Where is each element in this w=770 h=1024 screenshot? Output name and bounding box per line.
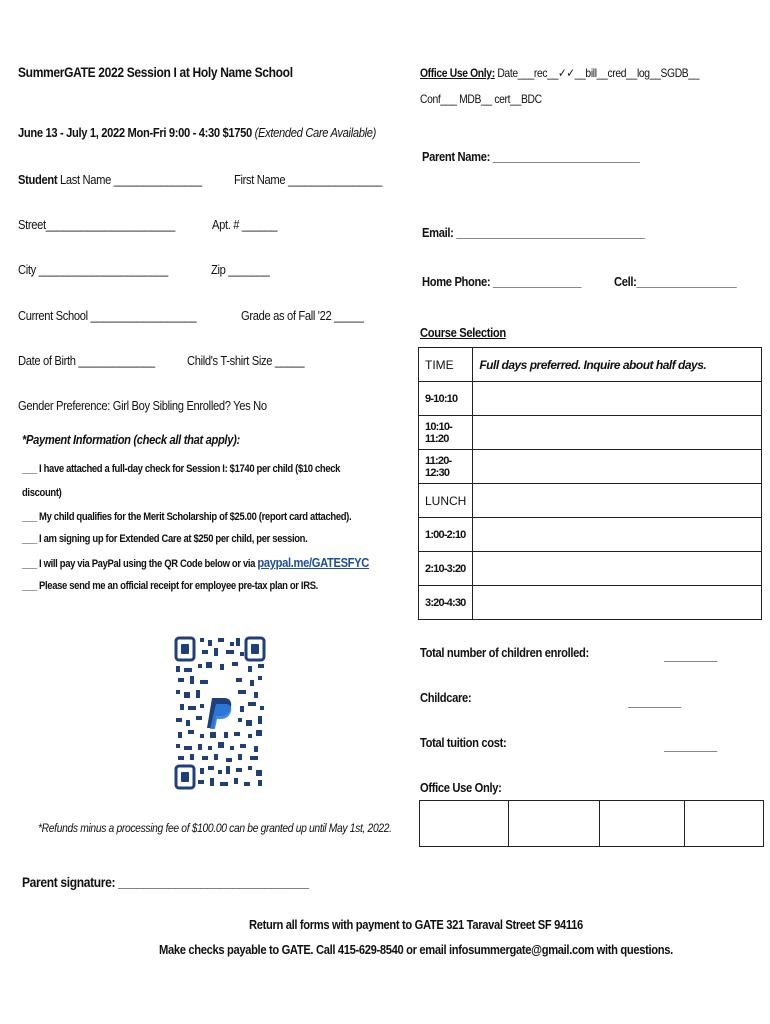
course-cell[interactable] xyxy=(473,382,762,416)
office-use-line-2: Conf___ MDB__ cert__BDC xyxy=(420,92,542,106)
table-row[interactable] xyxy=(419,586,762,620)
email-field[interactable]: Email: ________________________________ xyxy=(422,225,645,240)
time-slot: 2:10-3:20 xyxy=(419,552,473,586)
payment-option-paypal[interactable] xyxy=(22,555,369,570)
time-slot: 9-10:10 xyxy=(419,382,473,416)
table-row[interactable] xyxy=(419,416,762,450)
course-selection-table xyxy=(418,347,762,620)
total-children-field[interactable]: _________ xyxy=(664,648,717,663)
paypal-qr-code-icon xyxy=(174,636,266,790)
student-label: Student xyxy=(18,172,58,187)
table-row[interactable] xyxy=(419,382,762,416)
street-field[interactable]: Street______________________ xyxy=(18,217,175,232)
office-use-bottom-label: Office Use Only: xyxy=(420,780,502,795)
time-header: TIME xyxy=(419,348,473,382)
parent-name-field[interactable]: Parent Name: _________________________ xyxy=(422,149,640,164)
office-use-label: Office Use Only: xyxy=(420,66,495,80)
student-first-name-field[interactable]: First Name ________________ xyxy=(234,172,382,187)
payment-option-scholarship[interactable]: ___ My child qualifies for the Merit Scholarship of $25.00 (report card attached). xyxy=(22,511,352,523)
course-cell[interactable] xyxy=(473,552,762,586)
tshirt-size-field[interactable]: Child's T-shirt Size _____ xyxy=(187,353,305,368)
course-cell[interactable] xyxy=(473,416,762,450)
paypal-text: ___ I will pay via PayPal using the QR Code below or via xyxy=(22,558,258,570)
apt-field[interactable]: Apt. # ______ xyxy=(212,217,278,232)
table-row xyxy=(420,801,764,847)
page-title: SummerGATE 2022 Session I at Holy Name School xyxy=(18,64,293,80)
table-row xyxy=(419,348,762,382)
zip-field[interactable]: Zip _______ xyxy=(211,262,270,277)
grade-field[interactable]: Grade as of Fall '22 _____ xyxy=(241,308,364,323)
childcare-label: Childcare: xyxy=(420,690,472,705)
time-slot: 3:20-4:30 xyxy=(419,586,473,620)
paypal-link[interactable]: paypal.me/GATESFYC xyxy=(257,555,370,570)
table-row[interactable] xyxy=(419,518,762,552)
last-name-label: Last Name _______________ xyxy=(57,172,202,187)
payment-option-receipt[interactable]: ___ Please send me an official receipt for employee pre-tax plan or IRS. xyxy=(22,580,318,592)
student-last-name-field[interactable] xyxy=(18,172,202,187)
contact-info: Make checks payable to GATE. Call 415-629-8540 or email infosummergate@gmail.com with questions. xyxy=(159,942,673,957)
payment-option-check[interactable]: ___ I have attached a full-day check for Session I: $1740 per child ($10 check xyxy=(22,463,341,475)
session-dates-note: (Extended Care Available) xyxy=(251,125,376,140)
session-dates-main: June 13 - July 1, 2022 Mon-Fri 9:00 - 4:30 $1750 xyxy=(18,125,252,140)
office-cell xyxy=(600,801,685,847)
gender-sibling-field[interactable]: Gender Preference: Girl Boy Sibling Enrolled? Yes No xyxy=(18,398,267,413)
parent-signature-field[interactable]: Parent signature: ______________________________ xyxy=(22,874,309,890)
return-address: Return all forms with payment to GATE 321 Taraval Street SF 94116 xyxy=(249,917,583,932)
course-selection-heading: Course Selection xyxy=(420,325,506,340)
cell-phone-field[interactable]: Cell:_________________ xyxy=(614,274,737,289)
office-use-table xyxy=(419,800,764,847)
session-dates xyxy=(18,125,376,140)
childcare-field[interactable]: _________ xyxy=(628,694,681,709)
table-row xyxy=(419,484,762,518)
dob-field[interactable]: Date of Birth _____________ xyxy=(18,353,155,368)
total-children-label: Total number of children enrolled: xyxy=(420,645,589,660)
time-slot: 11:20-12:30 xyxy=(419,450,473,484)
total-tuition-field[interactable]: _________ xyxy=(664,738,717,753)
course-cell[interactable] xyxy=(473,518,762,552)
home-phone-field[interactable]: Home Phone: _______________ xyxy=(422,274,582,289)
total-tuition-label: Total tuition cost: xyxy=(420,735,507,750)
office-cell xyxy=(509,801,600,847)
city-field[interactable]: City ______________________ xyxy=(18,262,168,277)
office-cell xyxy=(685,801,764,847)
current-school-field[interactable]: Current School __________________ xyxy=(18,308,197,323)
course-cell[interactable] xyxy=(473,586,762,620)
payment-heading: *Payment Information (check all that apply): xyxy=(22,432,240,447)
time-slot: 10:10-11:20 xyxy=(419,416,473,450)
course-cell[interactable] xyxy=(473,450,762,484)
payment-option-extended-care[interactable]: ___ I am signing up for Extended Care at $250 per child, per session. xyxy=(22,533,308,545)
office-cell xyxy=(420,801,509,847)
table-row[interactable] xyxy=(419,450,762,484)
time-slot: 1:00-2:10 xyxy=(419,518,473,552)
refund-note: *Refunds minus a processing fee of $100.00 can be granted up until May 1st, 2022. xyxy=(38,821,392,835)
table-row[interactable] xyxy=(419,552,762,586)
office-use-line-1 xyxy=(420,66,699,80)
lunch-slot: LUNCH xyxy=(419,484,473,518)
office-use-codes: Date___rec__✓✓__bill__cred__log__SGDB__ xyxy=(494,66,700,80)
days-header: Full days preferred. Inquire about half days. xyxy=(473,348,762,382)
course-cell xyxy=(473,484,762,518)
payment-option-check-cont: discount) xyxy=(22,487,62,499)
